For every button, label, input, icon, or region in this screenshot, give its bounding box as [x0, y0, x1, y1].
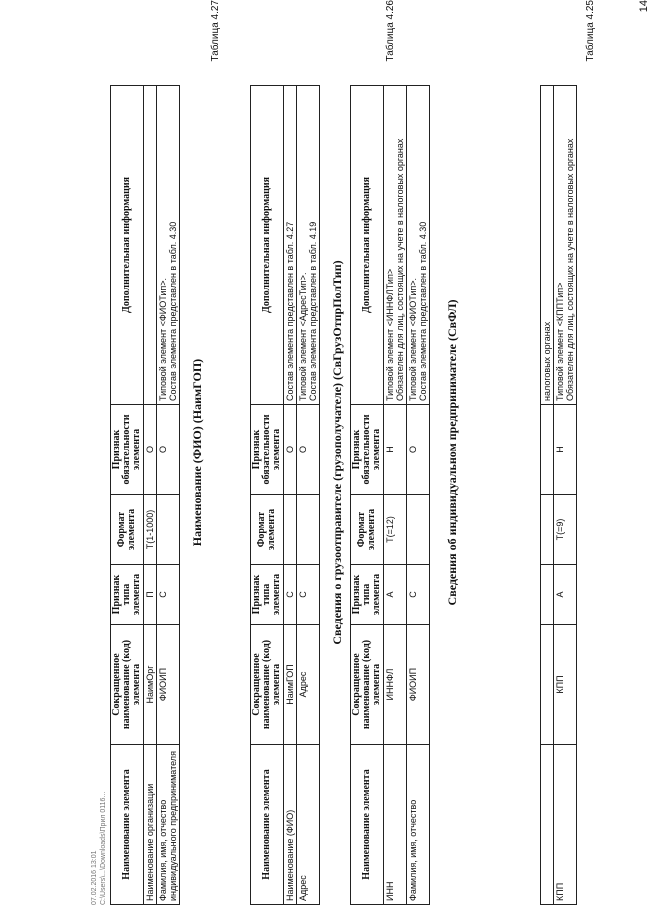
table-cell: ФИОИП: [407, 625, 430, 745]
column-header: Дополнительная информация: [111, 86, 144, 405]
table-4-25: [350, 85, 430, 905]
column-header: Дополнительная информация: [351, 86, 384, 405]
table-cell: О: [407, 405, 430, 495]
table-cell: О: [157, 405, 180, 495]
page-number: 14: [638, 0, 650, 13]
table-cell: Фамилия, имя, отчество индивидуального предпринимателя: [157, 745, 180, 905]
table-cell: С: [407, 565, 430, 625]
top-table-body: [541, 86, 577, 905]
table-cell: [407, 495, 430, 565]
table-cell: [541, 565, 554, 625]
table-cell: А: [384, 565, 407, 625]
table-row: [541, 86, 554, 905]
table-cell: Адрес: [297, 625, 320, 745]
column-header: Признак обязательности элемента: [111, 405, 144, 495]
table-cell: [541, 745, 554, 905]
table-cell: КПП: [554, 745, 577, 905]
column-header: Формат элемента: [351, 495, 384, 565]
caption-4-25: Таблица 4.25: [585, 0, 596, 62]
rotated-sheet: [90, 0, 650, 905]
table-cell: T(1-1000): [144, 495, 157, 565]
table-4-27-body: [144, 86, 180, 905]
table-cell: НаимОрг: [144, 625, 157, 745]
table-row: [384, 86, 407, 905]
table-cell: П: [144, 565, 157, 625]
column-header: Сокращенное наименование (код) элемента: [351, 625, 384, 745]
caption-4-26: Таблица 4.26: [385, 0, 396, 62]
table-cell: Состав элемента представлен в табл. 4.27: [284, 86, 297, 405]
table-cell: О: [284, 405, 297, 495]
table-4-26: [250, 85, 320, 905]
table-cell: [541, 625, 554, 745]
table-cell: Наименование организации: [144, 745, 157, 905]
table-row: [284, 86, 297, 905]
table-cell: T(=12): [384, 495, 407, 565]
column-header: Наименование элемента: [351, 745, 384, 905]
table-row: [297, 86, 320, 905]
table-row: [407, 86, 430, 905]
column-header: Признак типа элемента: [111, 565, 144, 625]
stamp-line-2: C:\Users\...\Downloads\Прил 0116...: [100, 791, 107, 905]
column-header: Признак обязательности элемента: [251, 405, 284, 495]
table-cell: Адрес: [297, 745, 320, 905]
header-row: [251, 86, 284, 905]
title-4-25: Сведения об индивидуальном предпринимателе (СвФЛ): [445, 299, 459, 606]
table-cell: А: [554, 565, 577, 625]
title-4-27: Наименование (ФИО) (НаимГОП): [190, 358, 204, 547]
table-cell: КПП: [554, 625, 577, 745]
column-header: Сокращенное наименование (код) элемента: [251, 625, 284, 745]
table-row: [157, 86, 180, 905]
table-cell: [541, 495, 554, 565]
table-cell: Типовой элемент <ФИОТип>. Состав элемента представлен в табл. 4.30: [407, 86, 430, 405]
table-cell: Типовой элемент <ИННФЛТип> Обязателен для лиц, состоящих на учете в налоговых органах: [384, 86, 407, 405]
table-cell: Типовой элемент <АдресТип>. Состав элемента представлен в табл. 4.19: [297, 86, 320, 405]
column-header: Сокращенное наименование (код) элемента: [111, 625, 144, 745]
column-header: Признак типа элемента: [251, 565, 284, 625]
top-continuation-table: [540, 85, 577, 905]
table-cell: О: [297, 405, 320, 495]
table-4-25-body: [384, 86, 430, 905]
table-cell: Типовой элемент <КППТип> Обязателен для лиц, состоящих на учете в налоговых органах: [554, 86, 577, 405]
column-header: Наименование элемента: [111, 745, 144, 905]
column-header: Признак типа элемента: [351, 565, 384, 625]
table-row: [144, 86, 157, 905]
table-cell: Н: [554, 405, 577, 495]
table-cell: [157, 495, 180, 565]
table-cell: Наименование (ФИО): [284, 745, 297, 905]
table-cell: [144, 86, 157, 405]
table-row: [554, 86, 577, 905]
file-stamp: [90, 792, 108, 905]
column-header: Признак обязательности элемента: [351, 405, 384, 495]
column-header: Формат элемента: [251, 495, 284, 565]
caption-4-27: Таблица 4.27: [210, 0, 221, 62]
table-4-25-head: [351, 86, 384, 905]
column-header: Формат элемента: [111, 495, 144, 565]
table-4-26-head: [251, 86, 284, 905]
table-cell: Н: [384, 405, 407, 495]
stamp-line-1: 07.02.2016 13:01: [91, 850, 98, 905]
table-cell: T(=9): [554, 495, 577, 565]
table-cell: С: [157, 565, 180, 625]
table-cell: [541, 405, 554, 495]
table-cell: Типовой элемент <ФИОТип>. Состав элемента представлен в табл. 4.30: [157, 86, 180, 405]
table-cell: С: [284, 565, 297, 625]
table-cell: О: [144, 405, 157, 495]
table-cell: С: [297, 565, 320, 625]
table-cell: [297, 495, 320, 565]
table-cell: ИНН: [384, 745, 407, 905]
table-cell: [284, 495, 297, 565]
table-4-26-body: [284, 86, 320, 905]
header-row: [351, 86, 384, 905]
table-cell: Фамилия, имя, отчество: [407, 745, 430, 905]
table-4-27: [110, 85, 180, 905]
table-4-27-head: [111, 86, 144, 905]
table-cell: ФИОИП: [157, 625, 180, 745]
column-header: Наименование элемента: [251, 745, 284, 905]
title-4-26: Сведения о грузоотправителе (грузополучателе) (СвГрузОтпрПолТип): [330, 260, 344, 645]
table-cell: НаимГОП: [284, 625, 297, 745]
column-header: Дополнительная информация: [251, 86, 284, 405]
header-row: [111, 86, 144, 905]
table-cell: налоговых органах: [541, 86, 554, 405]
table-cell: ИННФЛ: [384, 625, 407, 745]
